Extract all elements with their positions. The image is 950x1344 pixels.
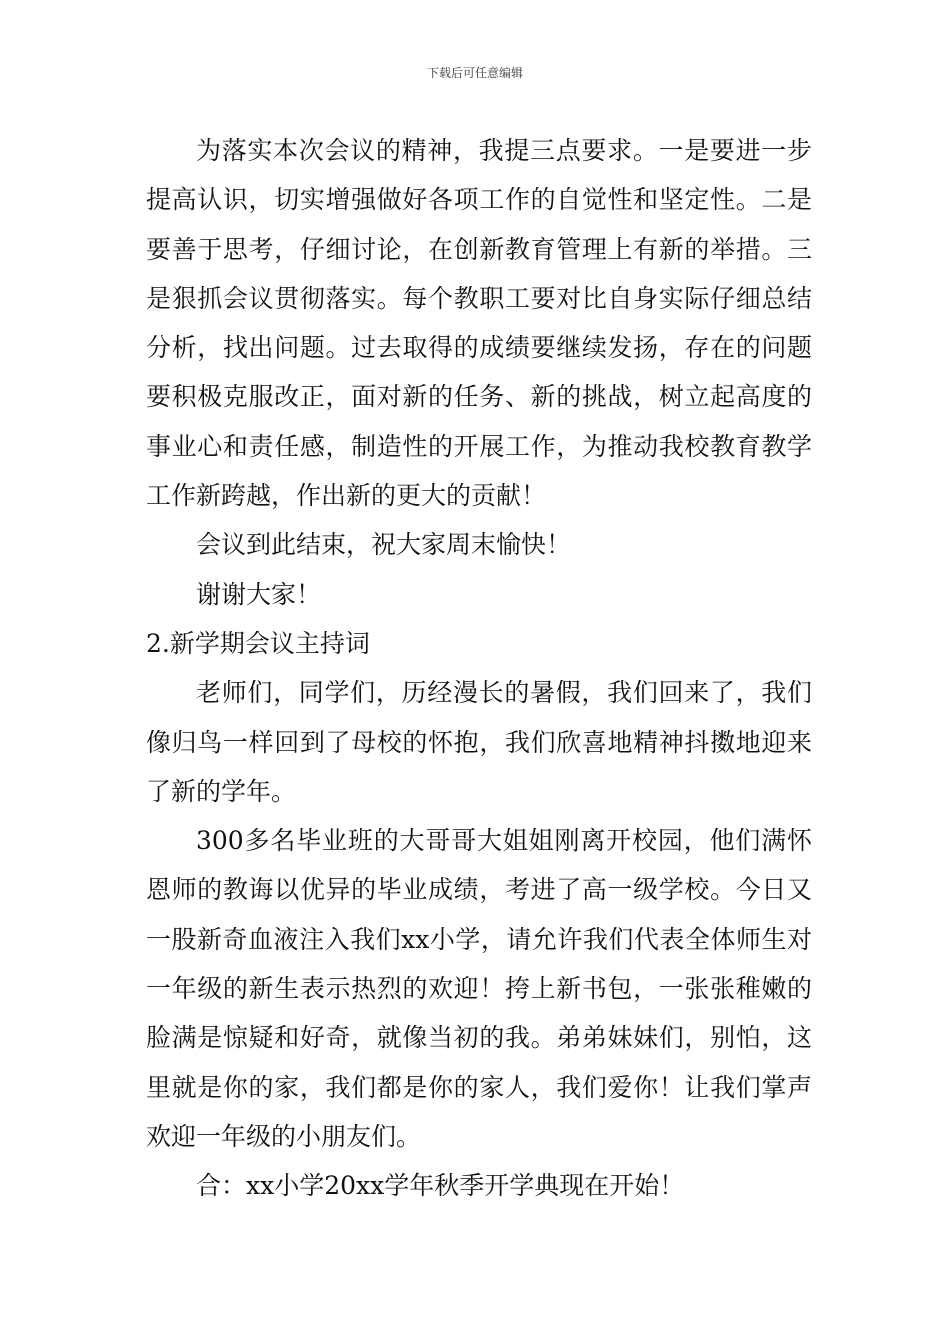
paragraph-welcome: 300多名毕业班的大哥哥大姐姐刚离开校园，他们满怀恩师的教诲以优异的毕业成绩，考进了高一级学校。今日又一股新奇血液注入我们xx小学，请允许我们代表全体师生对一年级的新生表示热烈的欢迎！挎上新书包，一张张稚嫩的脸满是惊疑和好奇，就像当初的我。弟弟妹妹们，别怕，这里就是你的家，我们都是你的家人，我们爱你！让我们掌声欢迎一年级的小朋友们。 <box>146 826 812 1151</box>
paragraph-opening: 合：xx小学20xx学年秋季开学典现在开始！ <box>196 1171 685 1201</box>
document-body <box>146 126 812 1211</box>
section-heading: 2.新学期会议主持词 <box>146 628 370 658</box>
paragraph-closing: 会议到此结束，祝大家周末愉快！ <box>196 530 572 560</box>
paragraph-greeting: 老师们，同学们，历经漫长的暑假，我们回来了，我们像归鸟一样回到了母校的怀抱，我们欣喜地精神抖擞地迎来了新的学年。 <box>146 678 812 806</box>
page-header-note: 下载后可任意编辑 <box>426 66 523 80</box>
paragraph-thanks: 谢谢大家！ <box>196 579 322 609</box>
paragraph-requirements: 为落实本次会议的精神，我提三点要求。一是要进一步提高认识，切实增强做好各项工作的自觉性和坚定性。二是要善于思考，仔细讨论，在创新教育管理上有新的举措。三是狠抓会议贯彻落实。每个教职工要对比自身实际仔细总结分析，找出问题。过去取得的成绩要继续发扬，存在的问题要积极克服改正，面对新的任务、新的挑战，树立起高度的事业心和责任感，制造性的开展工作，为推动我校教育教学工作新跨越，作出新的更大的贡献！ <box>146 136 812 511</box>
